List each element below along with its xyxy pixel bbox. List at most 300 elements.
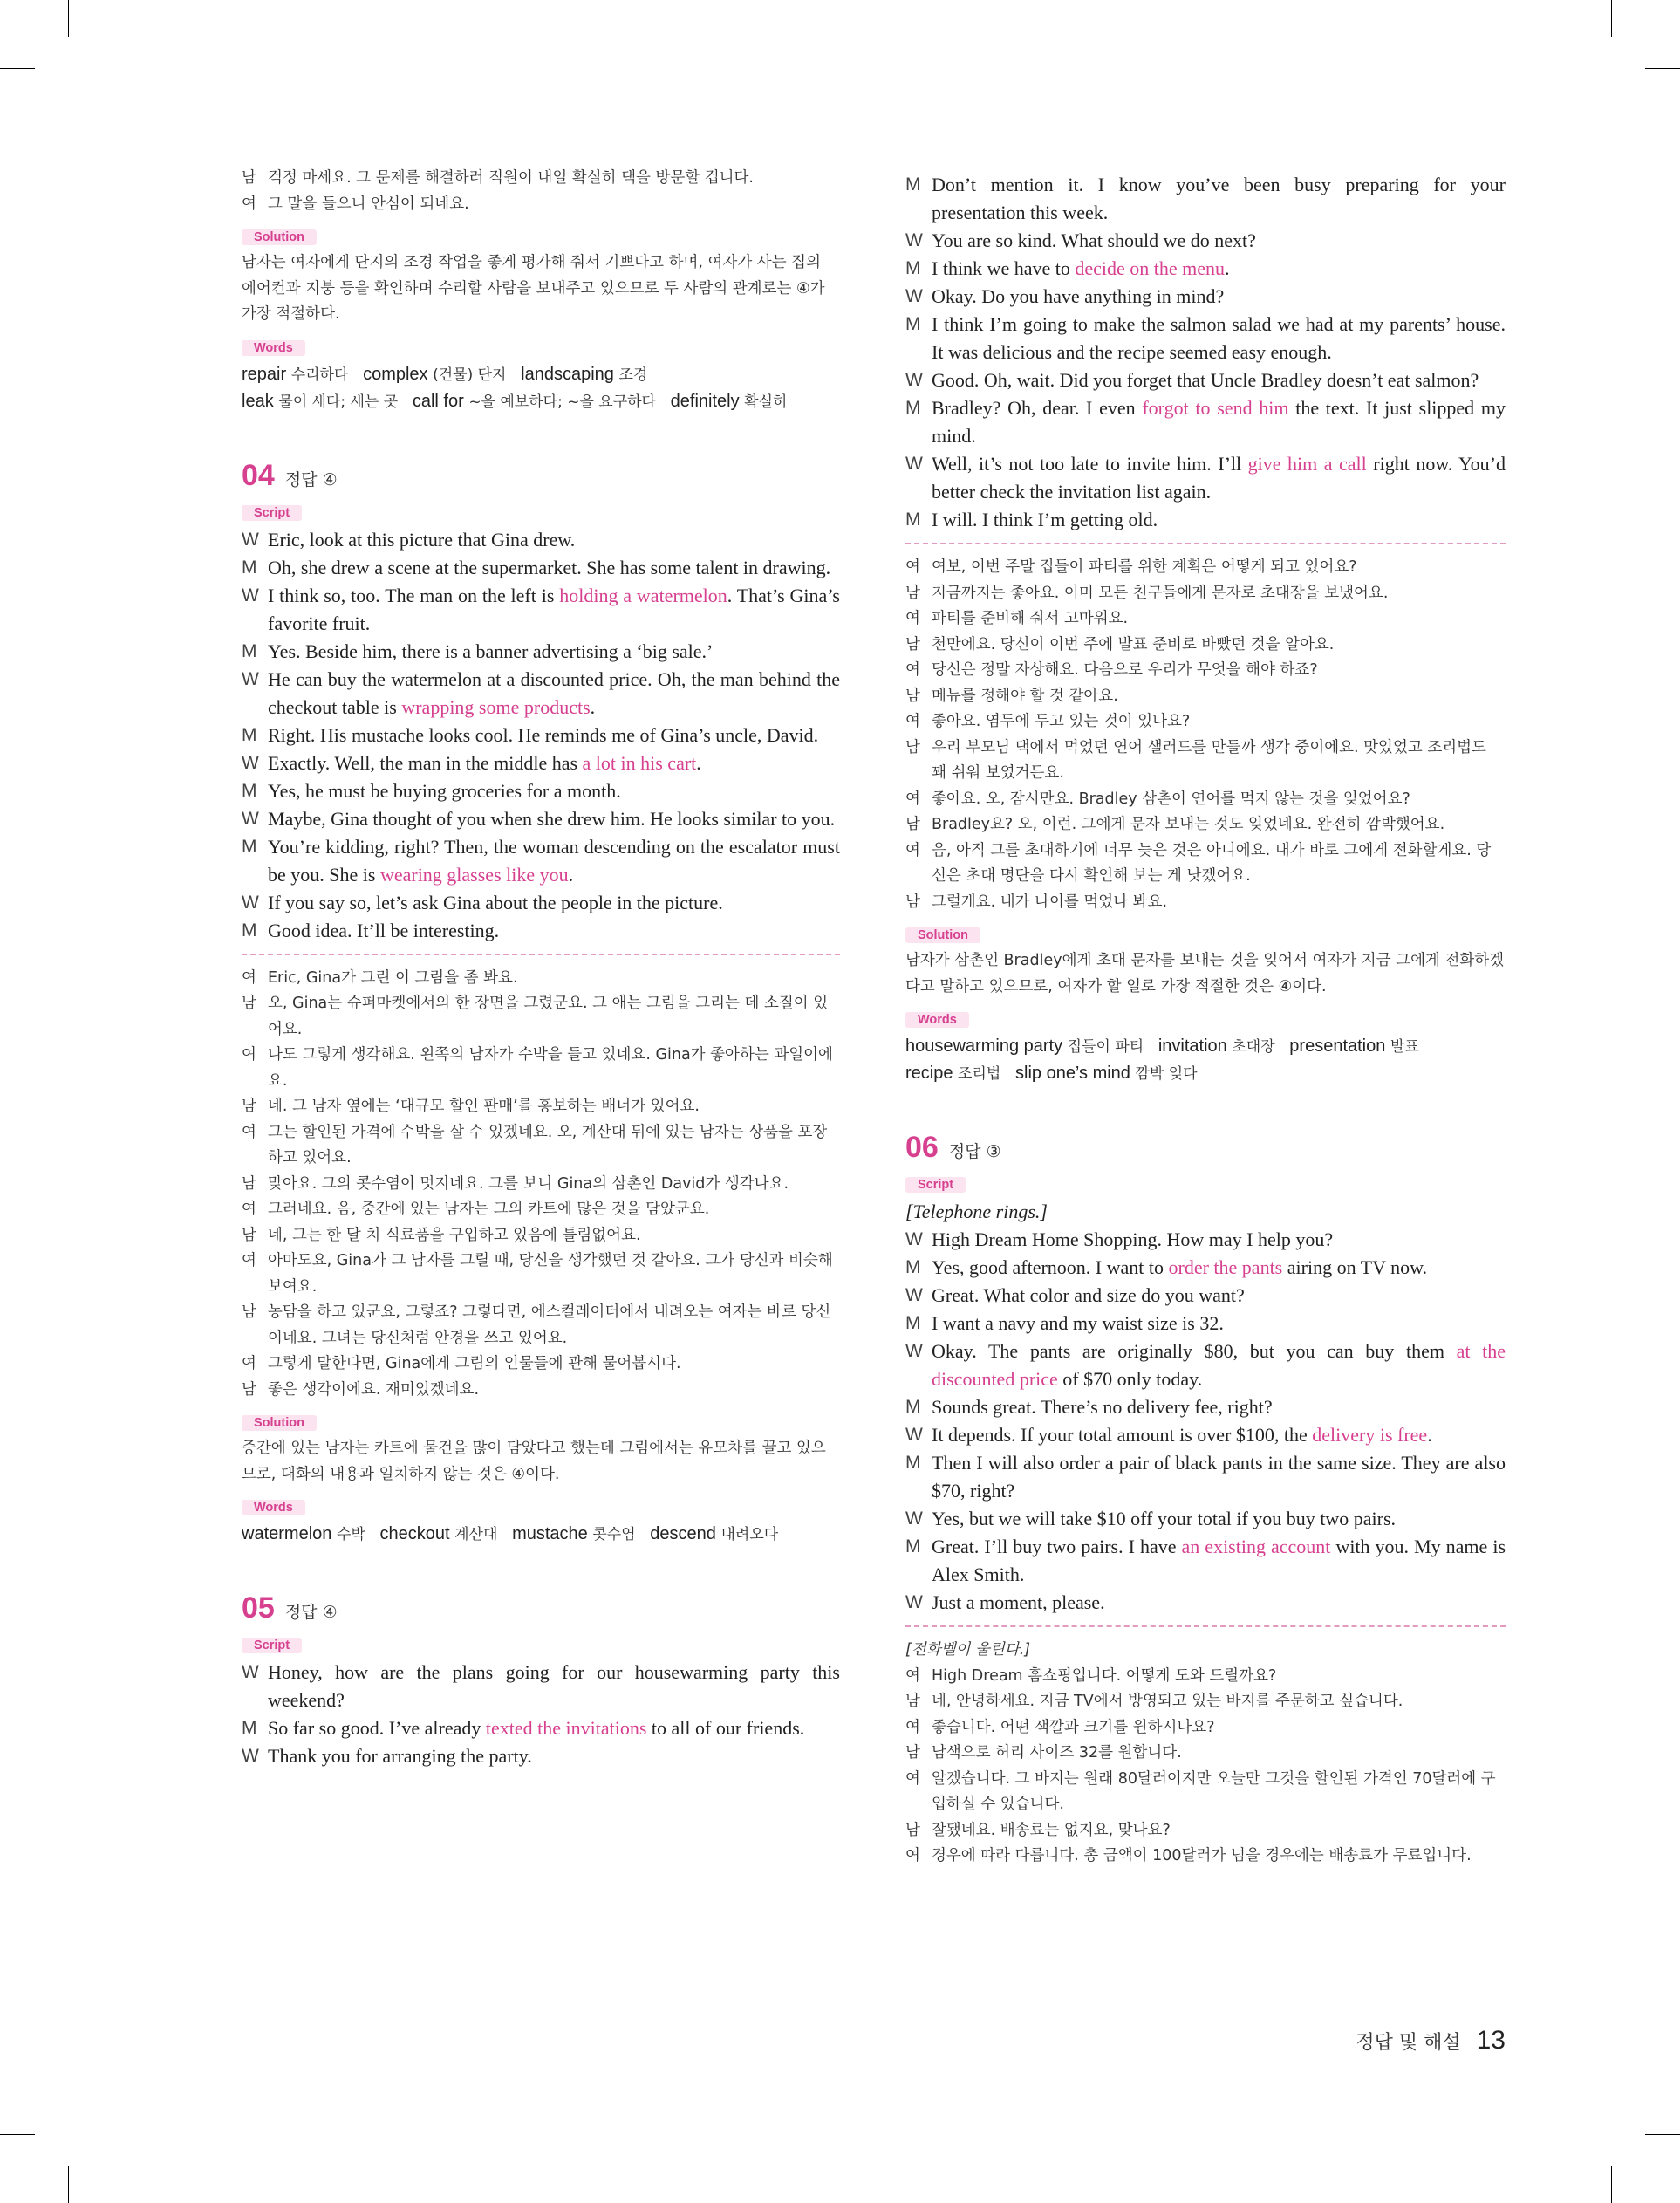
translation-line xyxy=(905,787,1506,813)
script-line xyxy=(905,255,1506,283)
script-line xyxy=(242,1659,840,1714)
translation-text: 좋은 생각이에요. 재미있겠네요. xyxy=(268,1380,480,1399)
text-run: You are so kind. What should we do next? xyxy=(932,229,1256,251)
translation-text: 천만에요. 당신이 이번 주에 발표 준비로 바빴던 것을 알아요. xyxy=(932,635,1335,653)
translation-text: 그는 할인된 가격에 수박을 살 수 있겠네요. 오, 계산대 뒤에 있는 남자는 상품을 포장하고 있어요. xyxy=(268,1123,828,1166)
script-line xyxy=(905,171,1506,227)
highlighted-phrase: forgot to send him xyxy=(1142,397,1289,419)
speaker-label: 남 xyxy=(905,738,920,756)
translation-line xyxy=(242,991,840,1043)
crop-mark xyxy=(0,2134,35,2135)
script-text xyxy=(932,1449,1506,1505)
translation-text: Bradley요? 오, 이런. 그에게 문자 보내는 것도 잊었네요. 완전히 깜박했어요. xyxy=(932,816,1445,833)
word-entry: watermelon 수박 xyxy=(242,1524,365,1543)
script-line xyxy=(905,394,1506,450)
speaker-label: 남 xyxy=(905,687,920,705)
script-line xyxy=(242,526,840,554)
speaker-label: M xyxy=(905,258,921,278)
speaker-label: 여 xyxy=(242,1355,256,1372)
translation-text: 지금까지는 좋아요. 이미 모든 친구들에게 문자로 초대장을 보냈어요. xyxy=(932,584,1389,602)
text-run: Okay. Do you have anything in mind? xyxy=(932,285,1225,307)
text-run: Maybe, Gina thought of you when she drew him. He looks similar to you. xyxy=(268,807,836,830)
text-run: High Dream Home Shopping. How may I help you? xyxy=(932,1228,1334,1250)
speaker-label: 남 xyxy=(242,1226,256,1244)
script-text xyxy=(268,805,840,833)
speaker-label: M xyxy=(905,398,921,418)
speaker-label: W xyxy=(242,585,259,605)
text-run: Right. His mustache looks cool. He reminds me of Gina’s uncle, David. xyxy=(268,723,819,746)
translation-line xyxy=(905,1844,1506,1870)
script-line xyxy=(242,554,840,582)
text-run: I will. I think I’m getting old. xyxy=(932,509,1158,530)
translation-line xyxy=(242,1120,840,1172)
translation-text: 그럴게요. 내가 나이를 먹었나 봐요. xyxy=(932,893,1168,911)
translation-line xyxy=(905,581,1506,607)
text-run: . xyxy=(696,751,701,774)
script-line xyxy=(905,506,1506,534)
text-run: Bradley? Oh, dear. I even xyxy=(932,397,1143,419)
text-run: I think we have to xyxy=(932,257,1076,279)
highlighted-phrase: delivery is free xyxy=(1312,1424,1428,1446)
word-entry: mustache 콧수염 xyxy=(512,1524,636,1543)
highlighted-phrase: at the discounted price xyxy=(932,1340,1506,1390)
q06-heading xyxy=(905,1131,1506,1165)
translation-line xyxy=(905,890,1506,916)
translation-text: 네. 그 남자 옆에는 ‘대규모 할인 판매’를 홍보하는 배너가 있어요. xyxy=(268,1098,700,1115)
translation-line xyxy=(242,1300,840,1351)
script-line xyxy=(242,1742,840,1770)
script-text xyxy=(268,889,840,917)
text-run: Yes. Beside him, there is a banner advertising a ‘big sale.’ xyxy=(268,640,714,662)
answer-text: 정답 ③ xyxy=(948,1142,1001,1161)
speaker-label: M xyxy=(242,640,257,661)
script-line xyxy=(242,638,840,666)
translation-text: 네, 그는 한 달 치 식료품을 구입하고 있음에 틀림없어요. xyxy=(268,1226,641,1244)
text-run: Eric, look at this picture that Gina drew. xyxy=(268,528,576,551)
answer-text: 정답 ④ xyxy=(284,1603,338,1622)
text-run: the text. It just slipped my mind. xyxy=(932,397,1506,447)
divider xyxy=(242,954,840,955)
q04-script xyxy=(242,526,840,945)
words-label: Words xyxy=(905,1012,969,1028)
script-text xyxy=(932,1338,1506,1393)
script-text xyxy=(268,749,840,777)
word-entry: repair 수리하다 xyxy=(242,364,349,384)
solution-label: Solution xyxy=(905,927,980,943)
text-run: You’re kidding, right? Then, the woman descending on the escalator must be you. She is xyxy=(268,835,840,886)
word-entry: complex (건물) 단지 xyxy=(363,364,507,384)
question-number: 05 xyxy=(242,1591,275,1625)
script-line xyxy=(905,1338,1506,1393)
script-text xyxy=(932,450,1506,506)
script-text xyxy=(932,366,1506,394)
crop-mark xyxy=(0,68,35,69)
translation-text: 파티를 준비해 줘서 고마워요. xyxy=(932,610,1129,627)
speaker-label: 여 xyxy=(905,713,920,730)
script-text xyxy=(932,1589,1506,1617)
stage-direction: [Telephone rings.] xyxy=(905,1201,1048,1222)
speaker-label: M xyxy=(242,1718,257,1738)
question-number: 04 xyxy=(242,458,275,492)
script-text xyxy=(932,1505,1506,1533)
text-run: Yes, good afternoon. I want to xyxy=(932,1256,1169,1278)
translation-text: 좋아요. 오, 잠시만요. Bradley 삼촌이 연어를 먹지 않는 것을 잊었어요? xyxy=(932,790,1410,808)
speaker-label: W xyxy=(242,752,259,773)
speaker-label: W xyxy=(905,1285,923,1305)
text-run: Oh, she drew a scene at the supermarket. She has some talent in drawing. xyxy=(268,556,831,578)
script-text xyxy=(932,255,1506,283)
script-text xyxy=(268,582,840,638)
solution-label: Solution xyxy=(242,1415,317,1431)
word-entry: descend 내려오다 xyxy=(650,1524,779,1543)
speaker-label: 남 xyxy=(905,635,920,653)
translation-line xyxy=(905,735,1506,787)
speaker-label: 여 xyxy=(905,1847,920,1864)
script-line xyxy=(905,1533,1506,1589)
speaker-label: 여 xyxy=(242,968,256,987)
translation-text: 맞아요. 그의 콧수염이 멋지네요. 그를 보니 Gina의 삼촌인 David가 생각나요. xyxy=(268,1174,789,1193)
speaker-label: M xyxy=(242,836,257,857)
text-run: Yes, but we will take $10 off your total if you buy two pairs. xyxy=(932,1508,1397,1529)
text-run: Okay. The pants are originally $80, but you can buy them xyxy=(932,1340,1457,1362)
speaker-label: W xyxy=(242,1746,259,1766)
q06-translation xyxy=(905,1664,1506,1870)
translation-text: 나도 그렇게 생각해요. 왼쪽의 남자가 수박을 들고 있네요. Gina가 좋아하는 과일이에요. xyxy=(268,1046,833,1090)
text-run: Great. I’ll buy two pairs. I have xyxy=(932,1536,1182,1557)
q03-solution: 남자는 여자에게 단지의 조경 작업을 좋게 평가해 줘서 기쁘다고 하며, 여자가 사는 집의 에어컨과 지붕 등을 확인하며 수리할 사람을 보내주고 있으므로 두 사람의 관계로는 ④가 가장 적절하다. xyxy=(242,254,825,323)
translation-text: 아마도요, Gina가 그 남자를 그릴 때, 당신을 생각했던 것 같아요. 그가 당신과 비슷해 보여요. xyxy=(268,1252,833,1296)
script-line xyxy=(242,666,840,722)
script-line xyxy=(242,805,840,833)
speaker-label: M xyxy=(905,510,921,530)
translation-line xyxy=(905,1818,1506,1844)
footer-label: 정답 및 해설 xyxy=(1356,2032,1461,2054)
script-text xyxy=(268,554,840,582)
stage-direction-kr: [전화벨이 울린다.] xyxy=(905,1641,1031,1659)
script-line xyxy=(242,889,840,917)
question-number: 06 xyxy=(905,1131,939,1164)
translation-line xyxy=(905,684,1506,710)
translation-line xyxy=(242,1249,840,1300)
page-footer xyxy=(1356,2026,1506,2056)
crop-mark xyxy=(1645,2134,1680,2135)
script-text xyxy=(268,1742,840,1770)
translation-text: 음, 아직 그를 초대하기에 너무 늦은 것은 아니에요. 내가 바로 그에게 전화할게요. 당신은 초대 명단을 다시 확인해 보는 게 낫겠어요. xyxy=(932,841,1492,885)
translation-line xyxy=(242,966,840,992)
q05-script-part1 xyxy=(242,1659,840,1770)
translation-text: 알겠습니다. 그 바지는 원래 80달러이지만 오늘만 그것을 할인된 가격인 70달러에 구입하실 수 있습니다. xyxy=(932,1769,1496,1813)
speaker-label: 남 xyxy=(242,995,256,1012)
highlighted-phrase: holding a watermelon xyxy=(559,584,727,606)
highlighted-phrase: a lot in his cart xyxy=(582,751,697,774)
script-text xyxy=(932,1282,1506,1310)
speaker-label: W xyxy=(242,892,259,913)
translation-line xyxy=(905,1664,1506,1690)
speaker-label: W xyxy=(905,286,923,306)
speaker-label: 여 xyxy=(905,661,920,679)
words-label: Words xyxy=(242,340,305,356)
translation-line xyxy=(905,658,1506,684)
script-text xyxy=(932,1254,1506,1282)
translation-line xyxy=(905,555,1506,581)
translation-text: 좋아요. 염두에 두고 있는 것이 있나요? xyxy=(932,713,1191,730)
text-run: Honey, how are the plans going for our housewarming party this weekend? xyxy=(268,1661,840,1711)
divider xyxy=(905,1625,1506,1627)
text-run: Then I will also order a pair of black pants in the same size. They are also $70, right? xyxy=(932,1452,1506,1502)
word-entry: landscaping 조경 xyxy=(521,364,648,384)
text-run: I want a navy and my waist size is 32. xyxy=(932,1312,1224,1334)
q04-translation xyxy=(242,966,840,1404)
script-text xyxy=(268,777,840,805)
speaker-label: 여 xyxy=(905,1769,920,1788)
speaker-label: W xyxy=(905,1341,923,1361)
script-text xyxy=(932,227,1506,255)
speaker-label: 여 xyxy=(242,1201,256,1218)
text-run: I think I’m going to make the salmon salad we had at my parents’ house. It was delicious and the recipe seemed easy enough. xyxy=(932,313,1506,363)
translation-line xyxy=(242,1172,840,1198)
translation-line xyxy=(242,1351,840,1378)
word-entry: presentation 발표 xyxy=(1289,1037,1419,1056)
word-entry: leak 물이 새다; 새는 곳 xyxy=(242,391,399,411)
script-line xyxy=(905,283,1506,311)
solution-label: Solution xyxy=(242,229,317,245)
script-line xyxy=(905,1310,1506,1338)
script-text xyxy=(932,394,1506,450)
translation-text: 좋습니다. 어떤 색깔과 크기를 원하시나요? xyxy=(932,1718,1215,1736)
translation-line: 여 그 말을 들으니 안심이 되네요. xyxy=(242,195,469,213)
text-run: of $70 only today. xyxy=(1057,1368,1203,1390)
translation-line xyxy=(242,1223,840,1249)
script-line xyxy=(905,1226,1506,1254)
word-entry: housewarming party 집들이 파티 xyxy=(905,1037,1144,1056)
speaker-label: M xyxy=(905,1453,921,1473)
highlighted-phrase: give him a call xyxy=(1247,453,1367,475)
speaker-label: W xyxy=(242,668,259,689)
translation-line xyxy=(242,1043,840,1094)
speaker-label: 남 xyxy=(905,893,920,911)
translation-line xyxy=(905,1741,1506,1767)
script-text xyxy=(932,1533,1506,1589)
script-text xyxy=(932,171,1506,227)
text-run: . xyxy=(1225,257,1230,279)
script-label: Script xyxy=(242,1638,302,1653)
script-line xyxy=(242,749,840,777)
page-number: 13 xyxy=(1476,2026,1506,2055)
word-entry: checkout 계산대 xyxy=(379,1524,498,1543)
q04-words xyxy=(242,1521,840,1548)
translation-text: 남색으로 허리 사이즈 32를 원합니다. xyxy=(932,1744,1182,1762)
crop-mark xyxy=(68,2166,69,2203)
q04-solution: 중간에 있는 남자는 카트에 물건을 많이 담았다고 했는데 그림에서는 유모차를 끌고 있으므로, 대화의 내용과 일치하지 않는 것은 ④이다. xyxy=(242,1440,826,1483)
translation-text: 잘됐네요. 배송료는 없지요, 맞나요? xyxy=(932,1821,1171,1839)
translation-line xyxy=(905,606,1506,633)
highlighted-phrase: wrapping some products xyxy=(401,695,591,718)
speaker-label: W xyxy=(905,454,923,474)
text-run: So far so good. I’ve already xyxy=(268,1717,486,1739)
text-run: I think so, too. The man on the left is xyxy=(268,584,560,606)
crop-mark xyxy=(1611,2166,1612,2203)
script-text xyxy=(932,283,1506,311)
text-run: Sounds great. There’s no delivery fee, right? xyxy=(932,1396,1273,1418)
script-line xyxy=(905,1254,1506,1282)
speaker-label: W xyxy=(242,808,259,829)
script-text xyxy=(268,1659,840,1714)
text-run: . xyxy=(590,695,596,718)
speaker-label: 여 xyxy=(242,1252,256,1269)
translation-text: 메뉴를 정해야 할 것 같아요. xyxy=(932,687,1118,705)
script-text xyxy=(268,1714,840,1742)
text-run: Good idea. It’ll be interesting. xyxy=(268,919,500,941)
script-line xyxy=(242,582,840,638)
script-text xyxy=(268,833,840,889)
speaker-label: M xyxy=(242,724,257,745)
script-line xyxy=(905,1589,1506,1617)
speaker-label: M xyxy=(905,1257,921,1277)
speaker-label: 여 xyxy=(905,1718,920,1736)
script-text xyxy=(268,666,840,722)
q05-solution: 남자가 삼촌인 Bradley에게 초대 문자를 보내는 것을 잊어서 여자가 지금 그에게 전화하겠다고 말하고 있으므로, 여자가 할 일로 가장 적절한 것은 ④이다. xyxy=(905,952,1505,995)
script-line xyxy=(242,1714,840,1742)
speaker-label: 남 xyxy=(905,584,920,602)
speaker-label: M xyxy=(905,1313,921,1333)
text-run: . xyxy=(1427,1424,1432,1446)
translation-line xyxy=(905,709,1506,735)
translation-text: 농담을 하고 있군요, 그렇죠? 그렇다면, 에스컬레이터에서 내려오는 여자는 바로 당신이네요. 그녀는 당신처럼 안경을 쓰고 있어요. xyxy=(268,1303,831,1347)
q03-translation-tail xyxy=(242,166,840,217)
script-line xyxy=(242,833,840,889)
speaker-label: M xyxy=(905,174,921,195)
speaker-label: W xyxy=(905,1592,923,1612)
speaker-label: 여 xyxy=(905,1666,920,1685)
highlighted-phrase: an existing account xyxy=(1181,1536,1331,1557)
text-run: Exactly. Well, the man in the middle has xyxy=(268,751,583,774)
speaker-label: 남 xyxy=(242,1303,256,1321)
script-label: Script xyxy=(905,1177,966,1193)
word-entry: slip one’s mind 깜박 잊다 xyxy=(1015,1064,1198,1083)
right-column xyxy=(905,171,1506,1870)
script-text xyxy=(268,917,840,945)
translation-text: 그렇게 말한다면, Gina에게 그림의 인물들에 관해 물어봅시다. xyxy=(268,1355,681,1372)
q06-script xyxy=(905,1226,1506,1617)
script-line xyxy=(905,1449,1506,1505)
speaker-label: 여 xyxy=(905,610,920,627)
script-text xyxy=(268,526,840,554)
speaker-label: W xyxy=(242,1662,259,1682)
highlighted-phrase: texted the invitations xyxy=(485,1717,647,1739)
q04-heading xyxy=(242,459,840,493)
text-run: If you say so, let’s ask Gina about the people in the picture. xyxy=(268,891,723,913)
translation-line xyxy=(905,838,1506,890)
q05-heading xyxy=(242,1591,840,1625)
text-run: Well, it’s not too late to invite him. I’ll xyxy=(932,453,1248,475)
speaker-label: 남 xyxy=(242,1174,256,1193)
script-text xyxy=(932,506,1506,534)
script-text xyxy=(932,1226,1506,1254)
words-label: Words xyxy=(242,1500,305,1515)
script-line xyxy=(905,1393,1506,1421)
q05-words xyxy=(905,1033,1506,1087)
translation-line xyxy=(905,1767,1506,1818)
text-run: Don’t mention it. I know you’ve been busy preparing for your presentation this week. xyxy=(932,174,1506,223)
speaker-label: 여 xyxy=(242,1046,256,1064)
translation-text: 당신은 정말 자상해요. 다음으로 우리가 무엇을 해야 하죠? xyxy=(932,661,1318,679)
speaker-label: 남 xyxy=(242,1380,256,1399)
highlighted-phrase: order the pants xyxy=(1168,1256,1283,1278)
script-line xyxy=(242,917,840,945)
speaker-label: 여 xyxy=(905,790,920,808)
script-line xyxy=(905,227,1506,255)
q05-translation xyxy=(905,555,1506,915)
text-run: Good. Oh, wait. Did you forget that Uncle Bradley doesn’t eat salmon? xyxy=(932,369,1479,391)
speaker-label: M xyxy=(242,557,257,578)
script-text xyxy=(932,1310,1506,1338)
script-text xyxy=(268,722,840,749)
script-line xyxy=(905,311,1506,366)
text-run: with you. My name is Alex Smith. xyxy=(932,1536,1506,1585)
translation-line xyxy=(905,1715,1506,1741)
left-column xyxy=(242,166,840,1770)
speaker-label: M xyxy=(242,780,257,801)
speaker-label: 남 xyxy=(905,816,920,833)
text-run: Great. What color and size do you want? xyxy=(932,1284,1245,1306)
speaker-label: W xyxy=(905,1229,923,1249)
speaker-label: M xyxy=(905,1397,921,1417)
script-line xyxy=(905,450,1506,506)
translation-text: 그러네요. 음, 중간에 있는 남자는 그의 카트에 많은 것을 담았군요. xyxy=(268,1201,710,1218)
script-line xyxy=(905,366,1506,394)
text-run: . xyxy=(568,863,574,886)
speaker-label: 남 xyxy=(905,1693,920,1710)
word-entry: definitely 확실히 xyxy=(670,391,788,411)
text-run: airing on TV now. xyxy=(1282,1256,1428,1278)
translation-text: 우리 부모님 댁에서 먹었던 연어 샐러드를 만들까 생각 중이에요. 맛있었고 조리법도 꽤 쉬워 보였거든요. xyxy=(932,738,1486,782)
script-line xyxy=(905,1505,1506,1533)
speaker-label: W xyxy=(905,230,923,250)
crop-mark xyxy=(1611,0,1612,37)
word-entry: recipe 조리법 xyxy=(905,1064,1001,1083)
word-entry: invitation 초대장 xyxy=(1158,1037,1275,1056)
speaker-label: 남 xyxy=(905,1821,920,1839)
text-run: Yes, he must be buying groceries for a month. xyxy=(268,779,621,802)
translation-text: 여보, 이번 주말 집들이 파티를 위한 계획은 어떻게 되고 있어요? xyxy=(932,558,1357,576)
speaker-label: 남 xyxy=(905,1744,920,1762)
text-run: Thank you for arranging the party. xyxy=(268,1745,532,1767)
script-line xyxy=(242,722,840,749)
text-run: to all of our friends. xyxy=(646,1717,805,1739)
text-run: He can buy the watermelon at a discounted price. Oh, the man behind the checkout table is xyxy=(268,667,840,718)
highlighted-phrase: decide on the menu xyxy=(1075,257,1226,279)
translation-line xyxy=(242,1378,840,1404)
translation-text: Eric, Gina가 그린 이 그림을 좀 봐요. xyxy=(268,968,518,987)
speaker-label: W xyxy=(905,1425,923,1445)
script-line xyxy=(242,777,840,805)
translation-text: 네, 안녕하세요. 지금 TV에서 방영되고 있는 바지를 주문하고 싶습니다. xyxy=(932,1693,1403,1710)
script-text xyxy=(932,311,1506,366)
q05-script-part2 xyxy=(905,171,1506,534)
speaker-label: W xyxy=(242,529,259,550)
text-run: Just a moment, please. xyxy=(932,1591,1105,1613)
text-run: right now. You’d better check the invitation list again. xyxy=(932,453,1506,503)
divider xyxy=(905,543,1506,544)
speaker-label: 남 xyxy=(242,1098,256,1115)
translation-text: High Dream 홈쇼핑입니다. 어떻게 도와 드릴까요? xyxy=(932,1666,1277,1685)
translation-line xyxy=(242,1094,840,1120)
script-text xyxy=(268,638,840,666)
text-run: It depends. If your total amount is over $100, the xyxy=(932,1424,1313,1446)
script-label: Script xyxy=(242,505,302,521)
translation-line xyxy=(905,633,1506,659)
translation-line xyxy=(242,1197,840,1223)
